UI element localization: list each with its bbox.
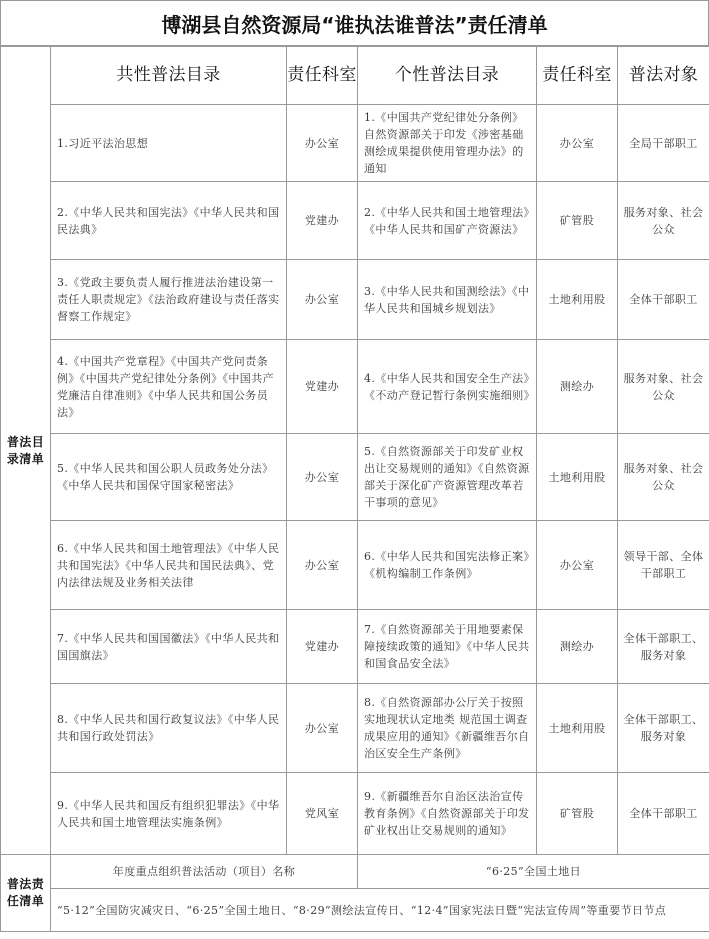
table-row [1, 773, 709, 855]
dept-cell-2: 矿管股 [537, 182, 618, 260]
dept-cell-1: 办公室 [287, 684, 358, 773]
common-cell: 3.《党政主要负责人履行推进法治建设第一责任人职责规定》《法治政府建设与责任落实督察工作规定》 [51, 260, 287, 340]
activity-value: “6·25”全国土地日 [358, 855, 709, 889]
dept-cell-2: 测绘办 [537, 340, 618, 434]
dept-cell-2: 土地利用股 [537, 260, 618, 340]
target-cell: 服务对象、社会公众 [618, 434, 709, 521]
common-cell: 5.《中华人民共和国公职人员政务处分法》 《中华人民共和国保守国家秘密法》 [51, 434, 287, 521]
table-row [1, 340, 709, 434]
table-row [1, 610, 709, 684]
dept-cell-1: 办公室 [287, 434, 358, 521]
activity-label: 年度重点组织普法活动（项目）名称 [51, 855, 358, 889]
dept-cell-1: 办公室 [287, 521, 358, 610]
personal-cell: 6.《中华人民共和国宪法修正案》《机构编制工作条例》 [358, 521, 537, 610]
table-row [1, 684, 709, 773]
dept-cell-2: 矿管股 [537, 773, 618, 855]
side-label-catalog: 普法目录清单 [1, 47, 51, 855]
table-row [1, 434, 709, 521]
table-row [1, 260, 709, 340]
header-common: 共性普法目录 [51, 47, 287, 105]
table-row [1, 105, 709, 182]
side-label-responsibility: 普法责任清单 [1, 855, 51, 932]
key-dates-text: “5·12”全国防灾减灾日、“6·25”全国土地日、“8·29”测绘法宣传日、“12·4”国家宪法日暨“宪法宣传周”等重要节日节点 [51, 889, 709, 932]
target-cell: 服务对象、社会公众 [618, 340, 709, 434]
dept-cell-1: 党建办 [287, 182, 358, 260]
table-row [1, 521, 709, 610]
common-cell: 8.《中华人民共和国行政复议法》《中华人民共和国行政处罚法》 [51, 684, 287, 773]
dept-cell-2: 测绘办 [537, 610, 618, 684]
responsibility-table [0, 46, 709, 932]
dept-cell-2: 办公室 [537, 105, 618, 182]
target-cell: 全体干部职工、服务对象 [618, 610, 709, 684]
common-cell: 9.《中华人民共和国反有组织犯罪法》《中华人民共和国土地管理法实施条例》 [51, 773, 287, 855]
target-cell: 全局干部职工 [618, 105, 709, 182]
dept-cell-1: 党建办 [287, 340, 358, 434]
common-cell: 6.《中华人民共和国土地管理法》《中华人民共和国宪法》《中华人民共和国民法典》、党内法律法规及业务相关法律 [51, 521, 287, 610]
target-cell: 领导干部、全体干部职工 [618, 521, 709, 610]
target-cell: 全体干部职工 [618, 260, 709, 340]
personal-cell: 1.《中国共产党纪律处分条例》 自然资源部关于印发《涉密基础测绘成果提供使用管理办法》的通知 [358, 105, 537, 182]
personal-cell: 9.《新疆维吾尔自治区法治宣传教育条例》《自然资源部关于印发矿业权出让交易规则的通知》 [358, 773, 537, 855]
dept-cell-2: 土地利用股 [537, 684, 618, 773]
target-cell: 全体干部职工、服务对象 [618, 684, 709, 773]
dept-cell-1: 办公室 [287, 260, 358, 340]
dept-cell-1: 办公室 [287, 105, 358, 182]
personal-cell: 4.《中华人民共和国安全生产法》《不动产登记暂行条例实施细则》 [358, 340, 537, 434]
target-cell: 全体干部职工 [618, 773, 709, 855]
activity-row [1, 855, 709, 889]
dept-cell-2: 办公室 [537, 521, 618, 610]
header-dept-2: 责任科室 [537, 47, 618, 105]
header-personal: 个性普法目录 [358, 47, 537, 105]
common-cell: 2.《中华人民共和国宪法》《中华人民共和国民法典》 [51, 182, 287, 260]
dept-cell-1: 党风室 [287, 773, 358, 855]
personal-cell: 7.《自然资源部关于用地要素保障接续政策的通知》《中华人民共和国食品安全法》 [358, 610, 537, 684]
personal-cell: 5.《自然资源部关于印发矿业权出让交易规则的通知》《自然资源部关于深化矿产资源管理改革若干事项的意见》 [358, 434, 537, 521]
dates-row [1, 889, 709, 932]
personal-cell: 8.《自然资源部办公厅关于按照实地现状认定地类 规范国土调查成果应用的通知》《新疆维吾尔自治区安全生产条例》 [358, 684, 537, 773]
dept-cell-1: 党建办 [287, 610, 358, 684]
dept-cell-2: 土地利用股 [537, 434, 618, 521]
header-target: 普法对象 [618, 47, 709, 105]
target-cell: 服务对象、社会公众 [618, 182, 709, 260]
header-dept-1: 责任科室 [287, 47, 358, 105]
personal-cell: 2.《中华人民共和国土地管理法》《中华人民共和国矿产资源法》 [358, 182, 537, 260]
common-cell: 1.习近平法治思想 [51, 105, 287, 182]
common-cell: 4.《中国共产党章程》《中国共产党问责条例》《中国共产党纪律处分条例》《中国共产党廉洁自律准则》《中华人民共和国公务员法》 [51, 340, 287, 434]
page-title: 博湖县自然资源局“谁执法谁普法”责任清单 [0, 0, 709, 46]
header-row [1, 47, 709, 105]
personal-cell: 3.《中华人民共和国测绘法》《中华人民共和国城乡规划法》 [358, 260, 537, 340]
table-row [1, 182, 709, 260]
common-cell: 7.《中华人民共和国国徽法》《中华人民共和国国旗法》 [51, 610, 287, 684]
